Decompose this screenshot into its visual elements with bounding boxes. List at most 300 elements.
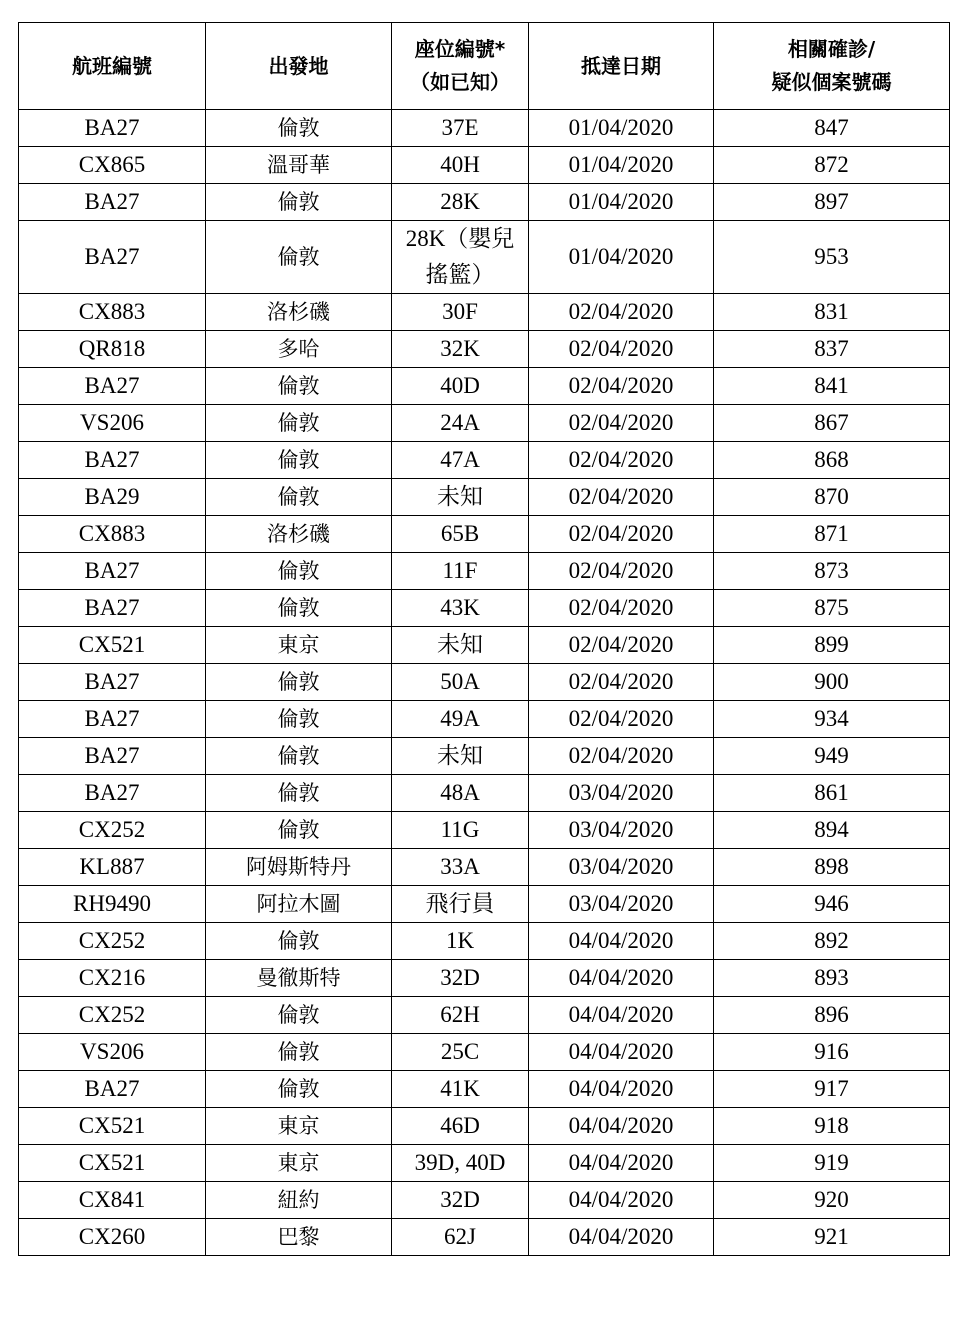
arrival-date-cell-text: 04/04/2020 <box>568 1039 674 1064</box>
arrival-date-cell-text: 02/04/2020 <box>568 484 674 509</box>
origin-cell <box>206 1034 392 1071</box>
flight-number-cell-text: CX252 <box>78 817 146 842</box>
flight-number-cell <box>19 442 206 479</box>
flight-number-cell-text: CX841 <box>78 1187 146 1212</box>
seat-number-cell <box>392 221 529 294</box>
arrival-date-cell-text: 01/04/2020 <box>568 152 674 177</box>
seat-number-cell <box>392 147 529 184</box>
arrival-date-cell <box>529 1182 714 1219</box>
origin-cell <box>206 812 392 849</box>
origin-cell <box>206 516 392 553</box>
seat-number-cell-text: 11F <box>442 558 478 583</box>
origin-cell-text: 倫敦 <box>277 1040 320 1064</box>
case-number-cell <box>714 960 950 997</box>
case-number-cell-text: 870 <box>814 484 849 509</box>
table-row <box>19 1034 950 1071</box>
seat-number-cell-text: 49A <box>440 706 480 731</box>
case-number-cell <box>714 849 950 886</box>
flight-number-cell-text: CX521 <box>78 1113 146 1138</box>
table-row <box>19 812 950 849</box>
table-row <box>19 627 950 664</box>
flight-number-cell-text: CX521 <box>78 1150 146 1175</box>
seat-number-cell <box>392 516 529 553</box>
case-number-cell-text: 893 <box>814 965 849 990</box>
origin-cell <box>206 1145 392 1182</box>
seat-number-cell-text: 43K <box>440 595 480 620</box>
origin-cell <box>206 590 392 627</box>
flight-number-cell-text: CX252 <box>78 1002 146 1027</box>
arrival-date-cell-text: 04/04/2020 <box>568 1002 674 1027</box>
arrival-date-cell <box>529 1108 714 1145</box>
arrival-date-cell <box>529 405 714 442</box>
case-number-cell-text: 868 <box>814 447 849 472</box>
flight-number-cell <box>19 1108 206 1145</box>
flight-number-cell-text: CX865 <box>78 152 146 177</box>
seat-number-cell <box>392 294 529 331</box>
seat-number-cell-text: 25C <box>440 1039 480 1064</box>
origin-cell <box>206 1219 392 1256</box>
origin-cell <box>206 184 392 221</box>
flight-number-cell <box>19 368 206 405</box>
arrival-date-cell <box>529 701 714 738</box>
case-number-cell <box>714 516 950 553</box>
table-row <box>19 738 950 775</box>
case-number-cell-text: 873 <box>814 558 849 583</box>
flight-number-cell <box>19 997 206 1034</box>
case-number-cell-text: 918 <box>814 1113 849 1138</box>
origin-cell-text: 多哈 <box>277 337 320 361</box>
origin-cell-text: 阿姆斯特丹 <box>246 855 351 879</box>
flight-number-cell <box>19 1145 206 1182</box>
arrival-date-cell-text: 02/04/2020 <box>568 521 674 546</box>
case-number-cell <box>714 442 950 479</box>
table-row <box>19 331 950 368</box>
flight-number-cell <box>19 221 206 294</box>
flight-number-cell <box>19 184 206 221</box>
seat-number-cell-text: 62J <box>444 1224 476 1249</box>
origin-cell <box>206 738 392 775</box>
seat-number-cell-text: 37E <box>441 115 479 140</box>
table-row <box>19 184 950 221</box>
flight-number-cell <box>19 110 206 147</box>
case-number-cell <box>714 147 950 184</box>
arrival-date-cell <box>529 923 714 960</box>
flight-number-cell-text: BA27 <box>84 669 140 694</box>
origin-cell-text: 洛杉磯 <box>267 522 330 546</box>
origin-cell-text: 倫敦 <box>277 744 320 768</box>
flight-number-cell <box>19 960 206 997</box>
flight-number-cell-text: CX260 <box>78 1224 146 1249</box>
flight-number-cell-text: BA27 <box>84 115 140 140</box>
flight-number-cell-text: QR818 <box>78 336 146 361</box>
flight-number-cell-text: VS206 <box>80 1039 144 1064</box>
arrival-date-cell-text: 02/04/2020 <box>568 595 674 620</box>
seat-number-cell-text: 32D <box>440 965 480 990</box>
table-row <box>19 368 950 405</box>
seat-number-cell-text: 未知 <box>437 743 483 768</box>
arrival-date-cell <box>529 1145 714 1182</box>
seat-number-cell <box>392 1145 529 1182</box>
case-number-cell <box>714 1182 950 1219</box>
case-number-cell <box>714 331 950 368</box>
origin-cell <box>206 775 392 812</box>
table-row <box>19 701 950 738</box>
case-number-cell-text: 841 <box>814 373 849 398</box>
origin-cell-text: 倫敦 <box>277 448 320 472</box>
arrival-date-cell-text: 02/04/2020 <box>568 447 674 472</box>
table-row <box>19 221 950 294</box>
table-row <box>19 1182 950 1219</box>
case-number-cell-text: 916 <box>814 1039 849 1064</box>
flight-number-cell-text: RH9490 <box>73 891 151 916</box>
arrival-date-cell-text: 01/04/2020 <box>568 244 674 269</box>
seat-number-cell <box>392 812 529 849</box>
arrival-date-cell <box>529 997 714 1034</box>
case-number-cell <box>714 627 950 664</box>
table-row <box>19 997 950 1034</box>
case-number-cell <box>714 1219 950 1256</box>
arrival-date-cell <box>529 886 714 923</box>
arrival-date-cell <box>529 368 714 405</box>
arrival-date-cell <box>529 479 714 516</box>
flight-number-cell <box>19 1182 206 1219</box>
seat-number-cell <box>392 110 529 147</box>
arrival-date-cell-text: 04/04/2020 <box>568 1224 674 1249</box>
case-number-cell <box>714 886 950 923</box>
flight-number-cell <box>19 553 206 590</box>
arrival-date-cell <box>529 147 714 184</box>
origin-cell-text: 倫敦 <box>277 596 320 620</box>
flight-number-cell <box>19 331 206 368</box>
table-row <box>19 886 950 923</box>
case-number-cell <box>714 184 950 221</box>
case-number-cell <box>714 405 950 442</box>
flight-number-cell <box>19 923 206 960</box>
arrival-date-cell-text: 02/04/2020 <box>568 299 674 324</box>
table-row <box>19 1219 950 1256</box>
origin-cell <box>206 1071 392 1108</box>
seat-number-cell-text: 未知 <box>437 484 483 509</box>
table-row <box>19 442 950 479</box>
seat-number-cell <box>392 627 529 664</box>
origin-cell <box>206 331 392 368</box>
arrival-date-cell-text: 03/04/2020 <box>568 817 674 842</box>
flight-number-cell <box>19 701 206 738</box>
table-row <box>19 294 950 331</box>
flights-table <box>18 22 950 1256</box>
origin-cell <box>206 627 392 664</box>
origin-cell <box>206 368 392 405</box>
case-number-cell-text: 946 <box>814 891 849 916</box>
case-number-cell <box>714 997 950 1034</box>
case-number-cell <box>714 1071 950 1108</box>
header-arrival-date: 抵達日期 <box>529 23 714 110</box>
seat-number-cell-text: 24A <box>440 410 480 435</box>
seat-number-cell <box>392 405 529 442</box>
seat-number-cell <box>392 1034 529 1071</box>
flight-number-cell-text: BA27 <box>84 447 140 472</box>
flight-number-cell-text: BA27 <box>84 189 140 214</box>
arrival-date-cell-text: 02/04/2020 <box>568 669 674 694</box>
seat-number-cell-text: 40H <box>440 152 480 177</box>
header-row <box>19 23 950 110</box>
case-number-cell <box>714 923 950 960</box>
origin-cell <box>206 221 392 294</box>
origin-cell-text: 倫敦 <box>277 1077 320 1101</box>
seat-number-cell <box>392 923 529 960</box>
arrival-date-cell <box>529 110 714 147</box>
origin-cell-text: 倫敦 <box>277 1003 320 1027</box>
case-number-cell <box>714 368 950 405</box>
flight-number-cell <box>19 775 206 812</box>
case-number-cell-text: 896 <box>814 1002 849 1027</box>
origin-cell-text: 東京 <box>277 1151 320 1175</box>
table-row <box>19 147 950 184</box>
arrival-date-cell <box>529 294 714 331</box>
arrival-date-cell <box>529 184 714 221</box>
flight-number-cell-text: CX883 <box>78 299 146 324</box>
seat-number-cell <box>392 849 529 886</box>
origin-cell-text: 阿拉木圖 <box>256 892 341 916</box>
case-number-cell-text: 898 <box>814 854 849 879</box>
case-number-cell-text: 871 <box>814 521 849 546</box>
seat-number-cell-text: 50A <box>440 669 480 694</box>
arrival-date-cell <box>529 775 714 812</box>
case-number-cell-text: 892 <box>814 928 849 953</box>
seat-number-cell <box>392 479 529 516</box>
case-number-cell-text: 919 <box>814 1150 849 1175</box>
origin-cell-text: 紐約 <box>277 1188 320 1212</box>
case-number-cell <box>714 775 950 812</box>
seat-number-cell <box>392 775 529 812</box>
seat-number-cell <box>392 1219 529 1256</box>
seat-number-cell <box>392 1071 529 1108</box>
origin-cell <box>206 442 392 479</box>
origin-cell <box>206 294 392 331</box>
arrival-date-cell <box>529 627 714 664</box>
seat-number-cell-text: 28K（嬰兒 <box>405 226 515 251</box>
header-origin: 出發地 <box>206 23 392 110</box>
arrival-date-cell-text: 03/04/2020 <box>568 891 674 916</box>
origin-cell-text: 倫敦 <box>277 707 320 731</box>
case-number-cell <box>714 664 950 701</box>
table-body <box>19 110 950 1256</box>
arrival-date-cell-text: 02/04/2020 <box>568 373 674 398</box>
origin-cell <box>206 849 392 886</box>
arrival-date-cell <box>529 590 714 627</box>
origin-cell-text: 倫敦 <box>277 929 320 953</box>
case-number-cell <box>714 1145 950 1182</box>
seat-number-cell-text: 30F <box>442 299 478 324</box>
flight-number-cell-text: CX252 <box>78 928 146 953</box>
seat-number-cell <box>392 442 529 479</box>
origin-cell <box>206 923 392 960</box>
seat-number-cell-text: 46D <box>440 1113 480 1138</box>
arrival-date-cell <box>529 1034 714 1071</box>
arrival-date-cell <box>529 849 714 886</box>
origin-cell-text: 東京 <box>277 1114 320 1138</box>
table-header <box>19 23 950 110</box>
arrival-date-cell-text: 02/04/2020 <box>568 410 674 435</box>
arrival-date-cell <box>529 1219 714 1256</box>
arrival-date-cell-text: 02/04/2020 <box>568 743 674 768</box>
case-number-cell <box>714 479 950 516</box>
origin-cell-text: 倫敦 <box>277 818 320 842</box>
seat-number-cell <box>392 886 529 923</box>
flight-number-cell <box>19 479 206 516</box>
origin-cell <box>206 147 392 184</box>
seat-number-cell-text: 41K <box>440 1076 480 1101</box>
arrival-date-cell-text: 04/04/2020 <box>568 1076 674 1101</box>
table-row <box>19 960 950 997</box>
case-number-cell-text: 837 <box>814 336 849 361</box>
origin-cell-text: 倫敦 <box>277 190 320 214</box>
seat-number-cell <box>392 738 529 775</box>
arrival-date-cell <box>529 738 714 775</box>
table-row <box>19 849 950 886</box>
case-number-cell-text: 872 <box>814 152 849 177</box>
seat-number-cell <box>392 960 529 997</box>
flight-number-cell-text: BA27 <box>84 706 140 731</box>
arrival-date-cell-text: 04/04/2020 <box>568 965 674 990</box>
case-number-cell-text: 875 <box>814 595 849 620</box>
case-number-cell <box>714 1034 950 1071</box>
arrival-date-cell-text: 04/04/2020 <box>568 1113 674 1138</box>
arrival-date-cell <box>529 960 714 997</box>
case-number-cell-text: 934 <box>814 706 849 731</box>
header-flight-number: 航班編號 <box>19 23 206 110</box>
case-number-cell-text: 921 <box>814 1224 849 1249</box>
seat-number-cell-text: 28K <box>440 189 480 214</box>
origin-cell-text: 倫敦 <box>277 411 320 435</box>
origin-cell <box>206 1108 392 1145</box>
table-row <box>19 553 950 590</box>
flight-number-cell-text: BA27 <box>84 743 140 768</box>
arrival-date-cell <box>529 442 714 479</box>
origin-cell-text: 東京 <box>277 633 320 657</box>
case-number-cell-text: 867 <box>814 410 849 435</box>
seat-number-cell-text-line2: 搖籃） <box>425 262 495 287</box>
arrival-date-cell-text: 02/04/2020 <box>568 632 674 657</box>
arrival-date-cell-text: 04/04/2020 <box>568 1187 674 1212</box>
seat-number-cell <box>392 331 529 368</box>
case-number-cell <box>714 812 950 849</box>
table-row <box>19 1071 950 1108</box>
origin-cell-text: 溫哥華 <box>267 153 330 177</box>
flight-number-cell-text: BA27 <box>84 1076 140 1101</box>
seat-number-cell-text: 47A <box>440 447 480 472</box>
table-row <box>19 664 950 701</box>
arrival-date-cell-text: 03/04/2020 <box>568 780 674 805</box>
table-row <box>19 110 950 147</box>
seat-number-cell-text: 39D, 40D <box>414 1150 506 1175</box>
arrival-date-cell-text: 02/04/2020 <box>568 558 674 583</box>
case-number-cell <box>714 701 950 738</box>
arrival-date-cell <box>529 331 714 368</box>
case-number-cell <box>714 110 950 147</box>
origin-cell <box>206 110 392 147</box>
flight-number-cell <box>19 147 206 184</box>
flight-number-cell <box>19 516 206 553</box>
seat-number-cell-text: 32D <box>440 1187 480 1212</box>
header-seat-line2: （如已知） <box>410 70 510 94</box>
seat-number-cell-text: 62H <box>440 1002 480 1027</box>
flight-number-cell-text: BA29 <box>84 484 140 509</box>
seat-number-cell <box>392 1182 529 1219</box>
table-row <box>19 479 950 516</box>
flight-number-cell <box>19 1219 206 1256</box>
table-row <box>19 1108 950 1145</box>
flight-number-cell-text: CX521 <box>78 632 146 657</box>
seat-number-cell <box>392 997 529 1034</box>
flight-number-cell <box>19 738 206 775</box>
flight-number-cell-text: BA27 <box>84 558 140 583</box>
arrival-date-cell <box>529 812 714 849</box>
origin-cell-text: 倫敦 <box>277 670 320 694</box>
flight-number-cell-text: BA27 <box>84 780 140 805</box>
origin-cell <box>206 886 392 923</box>
arrival-date-cell-text: 04/04/2020 <box>568 928 674 953</box>
arrival-date-cell <box>529 553 714 590</box>
origin-cell-text: 倫敦 <box>277 485 320 509</box>
origin-cell <box>206 701 392 738</box>
header-case-number <box>714 23 950 110</box>
origin-cell-text: 倫敦 <box>277 559 320 583</box>
origin-cell-text: 曼徹斯特 <box>256 966 341 990</box>
case-number-cell <box>714 1108 950 1145</box>
flight-number-cell <box>19 405 206 442</box>
case-number-cell-text: 897 <box>814 189 849 214</box>
arrival-date-cell-text: 04/04/2020 <box>568 1150 674 1175</box>
header-seat-line1: 座位編號* <box>414 37 506 61</box>
table-row <box>19 775 950 812</box>
arrival-date-cell-text: 01/04/2020 <box>568 189 674 214</box>
case-number-cell-text: 920 <box>814 1187 849 1212</box>
seat-number-cell <box>392 184 529 221</box>
seat-number-cell <box>392 590 529 627</box>
seat-number-cell-text: 1K <box>445 928 475 953</box>
header-seat-number <box>392 23 529 110</box>
origin-cell-text: 巴黎 <box>277 1225 320 1249</box>
flight-number-cell-text: BA27 <box>84 244 140 269</box>
origin-cell <box>206 997 392 1034</box>
flight-number-cell-text: KL887 <box>79 854 145 879</box>
origin-cell-text: 倫敦 <box>277 781 320 805</box>
arrival-date-cell-text: 03/04/2020 <box>568 854 674 879</box>
origin-cell <box>206 1182 392 1219</box>
seat-number-cell-text: 48A <box>440 780 480 805</box>
header-case-line1: 相關確診/ <box>787 37 876 61</box>
case-number-cell-text: 917 <box>814 1076 849 1101</box>
flight-number-cell <box>19 590 206 627</box>
flight-number-cell <box>19 1071 206 1108</box>
case-number-cell-text: 861 <box>814 780 849 805</box>
seat-number-cell-text: 11G <box>440 817 480 842</box>
origin-cell <box>206 553 392 590</box>
header-case-line2: 疑似個案號碼 <box>771 70 892 94</box>
origin-cell <box>206 479 392 516</box>
case-number-cell <box>714 738 950 775</box>
arrival-date-cell-text: 01/04/2020 <box>568 115 674 140</box>
table-row <box>19 923 950 960</box>
flight-number-cell-text: BA27 <box>84 595 140 620</box>
case-number-cell-text: 900 <box>814 669 849 694</box>
flight-number-cell <box>19 812 206 849</box>
flight-number-cell-text: CX883 <box>78 521 146 546</box>
flight-number-cell-text: BA27 <box>84 373 140 398</box>
origin-cell-text: 倫敦 <box>277 374 320 398</box>
case-number-cell-text: 847 <box>814 115 849 140</box>
